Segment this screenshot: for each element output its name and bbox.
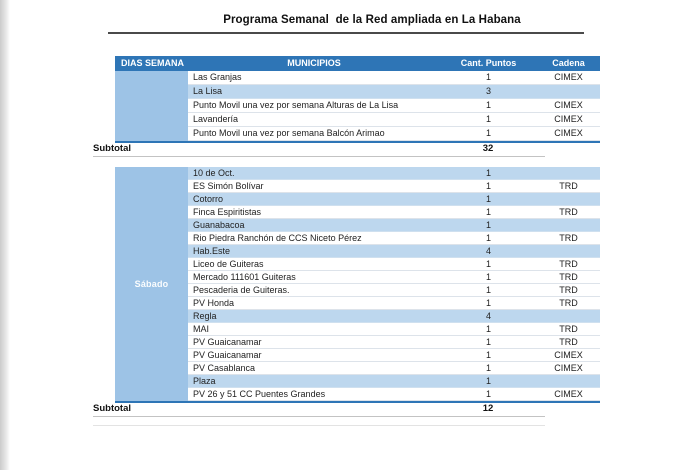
- table-row: [188, 193, 600, 206]
- table-row: [188, 349, 600, 362]
- cadena-cell: [537, 219, 600, 231]
- cadena-cell: TRD: [559, 233, 578, 243]
- cadena-cell: TRD: [559, 207, 578, 217]
- cadena-cell: TRD: [559, 298, 578, 308]
- municipio-cell: Pescaderia de Guiteras.: [193, 285, 290, 295]
- subtotal-row: [93, 403, 545, 417]
- puntos-cell: 1: [485, 298, 491, 308]
- subtotal-label: Subtotal: [93, 143, 131, 154]
- table-row: [188, 310, 600, 323]
- cadena-cell: CIMEX: [554, 128, 583, 138]
- cadena-cell: TRD: [559, 259, 578, 269]
- municipio-cell: Cotorro: [193, 194, 224, 204]
- cadena-cell: TRD: [559, 337, 578, 347]
- bottom-divider: [93, 425, 545, 426]
- subtotal-value: 32: [482, 143, 494, 154]
- table-row: [188, 99, 600, 113]
- municipio-cell: PV Guaicanamar: [193, 350, 262, 360]
- table-row: [188, 219, 600, 232]
- cadena-cell: TRD: [559, 272, 578, 282]
- table-row: [188, 375, 600, 388]
- puntos-cell: 4: [485, 246, 491, 256]
- table-row: [188, 336, 600, 349]
- table-row: [188, 113, 600, 127]
- table-section: [115, 167, 600, 403]
- municipio-cell: PV Casablanca: [193, 363, 256, 373]
- municipio-cell: 10 de Oct.: [193, 168, 235, 178]
- title-underline: [108, 8, 584, 34]
- cadena-cell: CIMEX: [554, 114, 583, 124]
- puntos-cell: 1: [485, 100, 491, 110]
- municipio-cell: Liceo de Guiteras: [193, 259, 264, 269]
- puntos-cell: 1: [485, 363, 491, 373]
- municipio-cell: Plaza: [193, 376, 216, 386]
- municipio-cell: PV 26 y 51 CC Puentes Grandes: [193, 389, 326, 399]
- cadena-cell: CIMEX: [554, 389, 583, 399]
- municipio-cell: PV Honda: [193, 298, 235, 308]
- header-municipios: MUNICIPIOS: [287, 58, 341, 68]
- header-dias-semana: DIAS SEMANA: [121, 58, 185, 68]
- cadena-cell: [537, 85, 600, 98]
- puntos-cell: 1: [485, 389, 491, 399]
- day-cell: [115, 167, 188, 401]
- puntos-cell: 4: [485, 311, 491, 321]
- puntos-cell: 1: [485, 72, 491, 82]
- cadena-cell: [537, 167, 600, 179]
- puntos-cell: 1: [485, 114, 491, 124]
- municipio-cell: Punto Movil una vez por semana Alturas de La Lisa: [193, 100, 399, 110]
- municipio-cell: Lavandería: [193, 114, 239, 124]
- cadena-cell: TRD: [559, 181, 578, 191]
- cadena-cell: [537, 245, 600, 257]
- puntos-cell: 1: [485, 128, 491, 138]
- page-title: Programa Semanal de la Red ampliada en La Habana: [223, 14, 521, 26]
- puntos-cell: 1: [485, 285, 491, 295]
- table-section: [115, 71, 600, 143]
- subtotal-label: Subtotal: [93, 403, 131, 414]
- puntos-cell: 1: [485, 168, 491, 178]
- municipio-cell: Guanabacoa: [193, 220, 245, 230]
- municipio-cell: Rio Piedra Ranchón de CCS Niceto Pérez: [193, 233, 362, 243]
- municipio-cell: Las Granjas: [193, 72, 242, 82]
- puntos-cell: 1: [485, 220, 491, 230]
- subtotal-row: [93, 143, 545, 157]
- table-row: [188, 180, 600, 193]
- cadena-cell: TRD: [559, 285, 578, 295]
- cadena-cell: CIMEX: [554, 363, 583, 373]
- table-row: [188, 362, 600, 375]
- puntos-cell: 1: [485, 337, 491, 347]
- day-cell: [115, 71, 188, 141]
- municipio-cell: Mercado 111601 Guiteras: [193, 272, 296, 282]
- cadena-cell: [537, 375, 600, 387]
- municipio-cell: Finca Espiritistas: [193, 207, 262, 217]
- cadena-cell: [537, 310, 600, 322]
- cadena-cell: CIMEX: [554, 72, 583, 82]
- table-row: [188, 297, 600, 310]
- table-row: [188, 167, 600, 180]
- subtotal-value: 12: [482, 403, 494, 414]
- municipio-cell: ES Simón Bolívar: [193, 181, 264, 191]
- municipio-cell: Punto Movil una vez por semana Balcón Arimao: [193, 128, 385, 138]
- table-row: [188, 388, 600, 401]
- puntos-cell: 1: [485, 272, 491, 282]
- scan-edge-shadow: [0, 0, 10, 470]
- table-row: [188, 232, 600, 245]
- table-row: [188, 284, 600, 297]
- puntos-cell: 1: [485, 324, 491, 334]
- cadena-cell: [537, 193, 600, 205]
- table-row: [188, 71, 600, 85]
- table-row: [188, 271, 600, 284]
- puntos-cell: 1: [485, 350, 491, 360]
- puntos-cell: 1: [485, 259, 491, 269]
- table-header-row: [115, 56, 600, 71]
- header-cant-puntos: Cant. Puntos: [460, 58, 517, 68]
- puntos-cell: 3: [485, 86, 491, 96]
- puntos-cell: 1: [485, 207, 491, 217]
- table-row: [188, 245, 600, 258]
- table-row: [188, 258, 600, 271]
- puntos-cell: 1: [485, 181, 491, 191]
- table-row: [188, 85, 600, 99]
- header-cadena: Cadena: [552, 58, 585, 68]
- puntos-cell: 1: [485, 233, 491, 243]
- puntos-cell: 1: [485, 194, 491, 204]
- table-row: [188, 127, 600, 141]
- municipio-cell: PV Guaicanamar: [193, 337, 262, 347]
- puntos-cell: 1: [485, 376, 491, 386]
- day-label: Sábado: [134, 279, 169, 289]
- cadena-cell: CIMEX: [554, 350, 583, 360]
- table-row: [188, 206, 600, 219]
- municipio-cell: Hab.Este: [193, 246, 231, 256]
- table-row: [188, 323, 600, 336]
- cadena-cell: TRD: [559, 324, 578, 334]
- cadena-cell: CIMEX: [554, 100, 583, 110]
- municipio-cell: La Lisa: [193, 86, 223, 96]
- municipio-cell: Regla: [193, 311, 217, 321]
- municipio-cell: MAI: [193, 324, 210, 334]
